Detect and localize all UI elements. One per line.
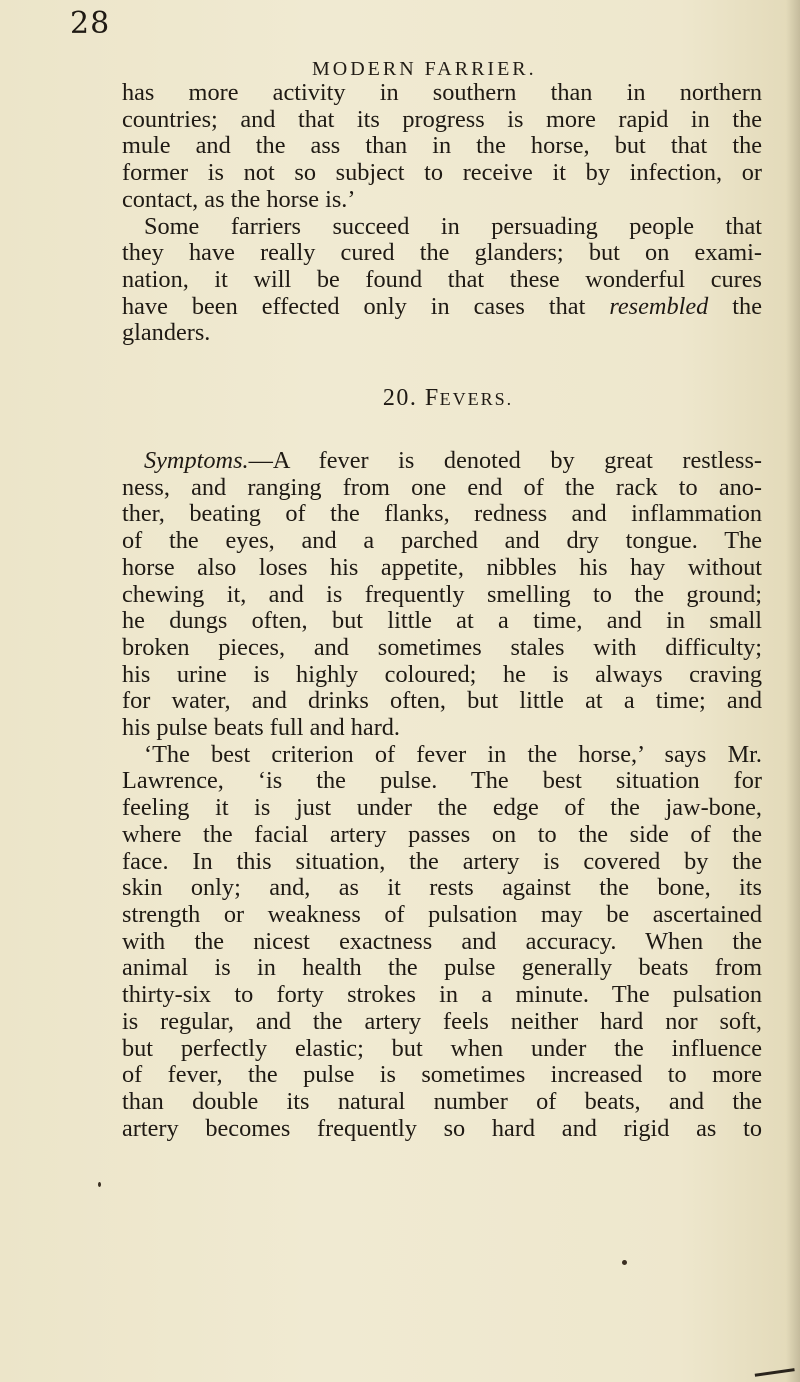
- text-line: is regular, and the artery feels neither hard nor soft,: [122, 1007, 762, 1035]
- text-line: skin only; and, as it rests against the bone, its: [122, 874, 762, 902]
- text-line: animal is in health the pulse generally beats from: [122, 954, 762, 982]
- symptoms-lead: Symptoms.: [144, 447, 249, 475]
- text-line: [122, 448, 762, 475]
- paragraph-glanders-conclusion: [122, 80, 762, 214]
- page-edge-shadow: [786, 0, 800, 1382]
- text-line: his pulse beats full and hard.: [122, 714, 401, 742]
- text-run: the: [708, 292, 762, 320]
- text-line: [122, 294, 762, 321]
- text-line: ‘The best criterion of fever in the horse,’ says Mr.: [144, 740, 762, 768]
- text-line: face. In this situation, the artery is covered by the: [122, 847, 762, 875]
- paragraph-farriers: [122, 214, 762, 348]
- page-number: 28: [70, 6, 111, 41]
- text-line: thirty-six to forty strokes in a minute. The pulsation: [122, 981, 762, 1009]
- section-number: 20.: [382, 385, 418, 412]
- ink-speck: [622, 1260, 627, 1265]
- text-line: contact, as the horse is.’: [122, 185, 356, 213]
- text-line: his urine is highly coloured; he is always craving: [122, 660, 762, 688]
- running-head: MODERN FARRIER.: [312, 58, 537, 80]
- text-line: strength or weakness of pulsation may be ascertained: [122, 900, 762, 928]
- text-line: of the eyes, and a parched and dry tongue. The: [122, 527, 762, 555]
- section-title-rest: EVERS.: [439, 389, 514, 410]
- text-line: of fever, the pulse is sometimes increased to more: [122, 1061, 762, 1089]
- text-line: feeling it is just under the edge of the jaw-bone,: [122, 794, 762, 822]
- ink-speck: [98, 1182, 101, 1187]
- emphasis-resembled: resembled: [609, 292, 709, 320]
- text-line: mule and the ass than in the horse, but that the: [122, 132, 762, 160]
- section-heading: [122, 385, 762, 412]
- text-line: he dungs often, but little at a time, and in small: [122, 607, 762, 635]
- text-line: horse also loses his appetite, nibbles his hay without: [122, 553, 762, 581]
- text-line: for water, and drinks often, but little at a time; and: [122, 687, 762, 715]
- text-line: chewing it, and is frequently smelling to the ground;: [122, 580, 762, 608]
- text-line: broken pieces, and sometimes stales with difficulty;: [122, 633, 762, 661]
- text-line: with the nicest exactness and accuracy. When the: [122, 927, 762, 955]
- section-title-initial: F: [424, 385, 440, 412]
- text-line: glanders.: [122, 319, 211, 347]
- text-line: Some farriers succeed in persuading people that: [144, 212, 762, 240]
- text-line: artery becomes frequently so hard and rigid as to: [122, 1114, 762, 1142]
- text-line: where the facial artery passes on to the side of the: [122, 820, 762, 848]
- text-line: but perfectly elastic; but when under the influence: [122, 1034, 762, 1062]
- paragraph-lawrence-quote: [122, 742, 762, 1143]
- page-header: [70, 6, 770, 80]
- paragraph-symptoms: [122, 448, 762, 742]
- text-line: has more activity in southern than in northern: [122, 79, 762, 106]
- text-line: ness, and ranging from one end of the rack to ano-: [122, 473, 762, 501]
- page-body: [122, 80, 762, 1142]
- text-line: Lawrence, ‘is the pulse. The best situation for: [122, 767, 762, 795]
- spacer: [122, 347, 762, 385]
- text-line: nation, it will be found that these wonderful cures: [122, 265, 762, 293]
- text-line: than double its natural number of beats, and the: [122, 1087, 762, 1115]
- text-run: —A fever is denoted by great restless-: [248, 447, 762, 475]
- text-line: they have really cured the glanders; but on exami-: [122, 239, 762, 267]
- text-line: former is not so subject to receive it by infection, or: [122, 159, 762, 187]
- spacer: [122, 412, 762, 448]
- text-line: countries; and that its progress is more rapid in the: [122, 105, 762, 133]
- text-run: have been effected only in cases that: [122, 292, 610, 320]
- text-line: ther, beating of the flanks, redness and inflammation: [122, 500, 762, 528]
